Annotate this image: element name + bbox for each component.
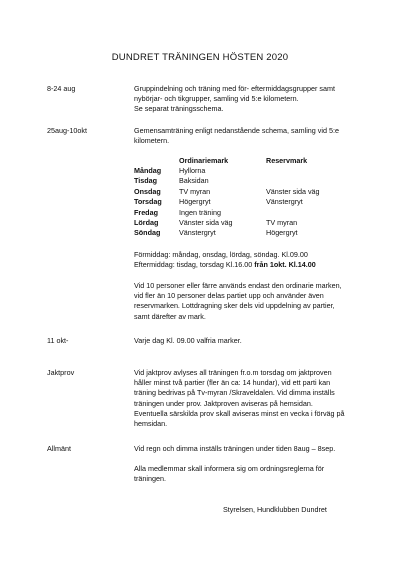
page-title: DUNDRET TRÄNINGEN HÖSTEN 2020	[111, 52, 289, 63]
section-label-allmant: Allmänt	[47, 444, 71, 453]
section-text-jaktprov: Vid jaktprov avlyses all träningen fr.o.m torsdag om jaktproven håller minst två partier (fler än ca: 14 hundar), vid ett parti kan träning bedrivas på Tv-myran /Skraveldalen. Vid dimma inställs träningen under prov. Jaktproven aviseras på hemsidan. Eventuella särskilda prov skall aviseras minst en vecka i förväg på hemsidan.	[134, 368, 345, 429]
document-page: DUNDRET TRÄNINGEN HÖSTEN 2020 8-24 aug Gruppindelning och träning med för- eftermiddagsgrupper samt nybörjar- och tikgrupper, samling vid 5:e kilometern. Se separat träningsschema. 25aug-10okt Gemensamträning enligt nedanstående schema, samling vid 5:e kilometern. Ordinariemark Reservmark Måndag Hyllorna Tisdag Baksidan Onsdag TV myran Vänster sida väg Torsdag Högergryt Vänstergryt Fredag Ingen träning Lördag Vänster sida väg TV myran Söndag Vänstergryt Högergryt Förmiddag: måndag, onsdag, lördag, söndag. Kl.09.00 Eftermiddag: tisdag, torsdag Kl.16.00 från 1okt. Kl.14.00 Vid 10 personer eller färre används endast den ordinarie marken, vid fler än 10 personer delas partiet upp och använder även reservmarken. Lottdragning sker dels vid uppdelning av partier, samt därefter av mark. 11 okt- Varje dag Kl. 09.00 valfria marker. Jaktprov Vid jaktprov avlyses all träningen fr.o.m torsdag om jaktproven håller minst två partier (fler än ca: 14 hundar), vid ett parti kan träning bedrivas på Tv-myran /Skraveldalen. Vid dimma inställs träningen under prov. Jaktproven aviseras på hemsidan. Eventuella särskilda prov skall aviseras minst en vecka i förväg på hemsidan. Allmänt Vid regn och dimma inställs träningen under tiden 8aug – 8sep. Alla medlemmar skall informera sig om ordningsreglerna för träningen. Styrelsen, Hundklubben Dundret	[0, 0, 400, 566]
section-text-okt: Varje dag Kl. 09.00 valfria marker.	[134, 336, 242, 345]
section-text-allmant-rules: Alla medlemmar skall informera sig om ordningsreglerna för träningen.	[134, 464, 325, 484]
section-text-aug-okt: Gemensamträning enligt nedanstående schema, samling vid 5:e kilometern.	[134, 126, 339, 146]
section-text-aug: Gruppindelning och träning med för- eftermiddagsgrupper samt nybörjar- och tikgrupper, samling vid 5:e kilometern. Se separat träningsschema.	[134, 84, 335, 114]
group-division-note: Vid 10 personer eller färre används endast den ordinarie marken, vid fler än 10 personer delas partiet upp och använder även reservmarken. Lottdragning sker dels vid uppdelning av partier, samt därefter av mark.	[134, 281, 342, 321]
section-label-aug: 8-24 aug	[47, 84, 76, 93]
schedule-header-reserv: Reservmark	[266, 156, 308, 165]
training-times: Förmiddag: måndag, onsdag, lördag, söndag. Kl.09.00 Eftermiddag: tisdag, torsdag Kl.16.00 från 1okt. Kl.14.00	[134, 250, 316, 270]
section-label-aug-okt: 25aug-10okt	[47, 126, 87, 135]
signature: Styrelsen, Hundklubben Dundret	[223, 505, 327, 514]
section-text-allmant: Vid regn och dimma inställs träningen under tiden 8aug – 8sep.	[134, 444, 336, 453]
section-label-jaktprov: Jaktprov	[47, 368, 75, 377]
section-label-okt: 11 okt-	[47, 336, 69, 345]
schedule-header-ordinarie: Ordinariemark	[179, 156, 229, 165]
